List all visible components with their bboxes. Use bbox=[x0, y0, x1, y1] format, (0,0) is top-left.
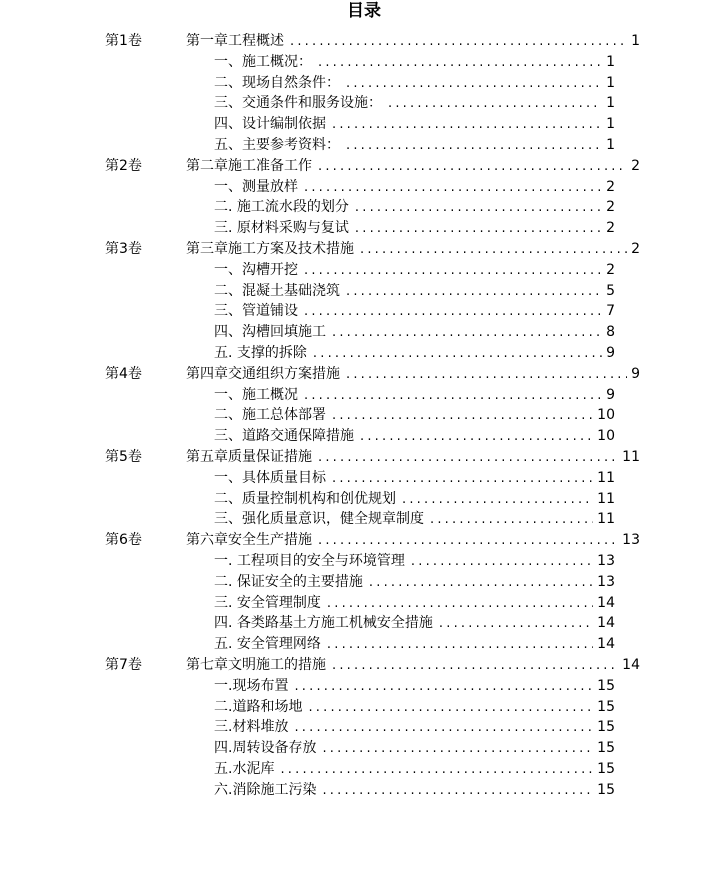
page-number: 15 bbox=[597, 760, 615, 777]
toc-chapter-entry[interactable] bbox=[186, 31, 640, 53]
dot-leader bbox=[280, 760, 593, 781]
section-title: 二、现场自然条件： bbox=[214, 74, 340, 91]
toc-section-entry[interactable] bbox=[214, 177, 615, 199]
toc-section-entry[interactable] bbox=[214, 489, 615, 511]
toc-section-entry[interactable] bbox=[214, 114, 615, 136]
toc-section-entry[interactable] bbox=[214, 322, 615, 344]
dot-leader bbox=[332, 406, 593, 427]
toc-row bbox=[0, 468, 728, 489]
toc-chapter-entry[interactable] bbox=[186, 447, 640, 469]
toc-section-entry[interactable] bbox=[214, 426, 615, 448]
page-number: 2 bbox=[631, 240, 640, 257]
section-title: 六.消除施工污染 bbox=[214, 781, 317, 798]
volume-label: 第3卷 bbox=[105, 240, 142, 257]
table-of-contents bbox=[0, 31, 728, 800]
section-title: 三. 原材料采购与复试 bbox=[214, 220, 349, 237]
section-title: 三、交通条件和服务设施： bbox=[214, 95, 382, 112]
section-title: 二. 保证安全的主要措施 bbox=[214, 573, 363, 590]
dot-leader bbox=[439, 614, 593, 635]
toc-row bbox=[0, 218, 728, 239]
toc-row bbox=[0, 447, 728, 468]
page-number: 15 bbox=[597, 781, 615, 798]
toc-section-entry[interactable] bbox=[214, 551, 615, 573]
section-title: 二.道路和场地 bbox=[214, 698, 303, 715]
page-number: 14 bbox=[622, 656, 640, 673]
toc-row bbox=[0, 93, 728, 114]
toc-row bbox=[0, 593, 728, 614]
toc-row bbox=[0, 697, 728, 718]
toc-section-entry[interactable] bbox=[214, 343, 615, 365]
dot-leader bbox=[355, 219, 602, 240]
chapter-title: 第二章施工准备工作 bbox=[186, 157, 312, 174]
dot-leader bbox=[332, 469, 593, 490]
dot-leader bbox=[346, 282, 602, 303]
dot-leader bbox=[360, 240, 627, 261]
toc-section-entry[interactable] bbox=[214, 593, 615, 615]
dot-leader bbox=[318, 157, 627, 178]
toc-row bbox=[0, 239, 728, 260]
toc-chapter-entry[interactable] bbox=[186, 655, 640, 677]
page-number: 1 bbox=[606, 95, 615, 112]
volume-label: 第6卷 bbox=[105, 532, 142, 549]
page-number: 1 bbox=[606, 136, 615, 153]
page-number: 5 bbox=[606, 282, 615, 299]
dot-leader bbox=[388, 94, 602, 115]
toc-section-entry[interactable] bbox=[214, 613, 615, 635]
page-number: 1 bbox=[606, 53, 615, 70]
page-number: 15 bbox=[597, 719, 615, 736]
dot-leader bbox=[360, 427, 593, 448]
toc-section-entry[interactable] bbox=[214, 197, 615, 219]
section-title: 二、施工总体部署 bbox=[214, 407, 326, 424]
toc-row bbox=[0, 738, 728, 759]
page-number: 15 bbox=[597, 698, 615, 715]
toc-section-entry[interactable] bbox=[214, 135, 615, 157]
toc-row bbox=[0, 301, 728, 322]
chapter-title: 第三章施工方案及技术措施 bbox=[186, 240, 354, 257]
toc-row bbox=[0, 385, 728, 406]
chapter-title: 第一章工程概述 bbox=[186, 33, 284, 49]
dot-leader bbox=[304, 261, 602, 282]
toc-row bbox=[0, 551, 728, 572]
dot-leader bbox=[322, 781, 593, 802]
section-title: 四、沟槽回填施工 bbox=[214, 324, 326, 341]
page-number: 2 bbox=[606, 199, 615, 216]
dot-leader bbox=[346, 74, 602, 95]
toc-section-entry[interactable] bbox=[214, 780, 615, 802]
dot-leader bbox=[304, 386, 602, 407]
dot-leader bbox=[346, 136, 602, 157]
section-title: 一、施工概况 bbox=[214, 386, 298, 403]
page-number: 2 bbox=[606, 178, 615, 195]
toc-chapter-entry[interactable] bbox=[186, 239, 640, 261]
toc-section-entry[interactable] bbox=[214, 260, 615, 282]
section-title: 五. 安全管理网络 bbox=[214, 636, 321, 653]
volume-label: 第7卷 bbox=[105, 656, 142, 673]
section-title: 四、设计编制依据 bbox=[214, 116, 326, 133]
toc-row bbox=[0, 177, 728, 198]
chapter-title: 第五章质量保证措施 bbox=[186, 448, 312, 465]
toc-row bbox=[0, 52, 728, 73]
toc-row bbox=[0, 322, 728, 343]
toc-row bbox=[0, 31, 728, 52]
toc-section-entry[interactable] bbox=[214, 218, 615, 240]
page-number: 10 bbox=[597, 407, 615, 424]
volume-label: 第4卷 bbox=[105, 365, 142, 382]
toc-row bbox=[0, 281, 728, 302]
volume-label: 第5卷 bbox=[105, 448, 142, 465]
toc-row bbox=[0, 260, 728, 281]
chapter-title: 第四章交通组织方案措施 bbox=[186, 365, 340, 382]
dot-leader bbox=[355, 198, 602, 219]
dot-leader bbox=[327, 594, 593, 615]
page-number: 14 bbox=[597, 636, 615, 653]
page-number: 2 bbox=[606, 261, 615, 278]
dot-leader bbox=[318, 448, 618, 469]
toc-row bbox=[0, 73, 728, 94]
toc-section-entry[interactable] bbox=[214, 634, 615, 656]
page-title: 目录 bbox=[347, 1, 381, 21]
dot-leader bbox=[327, 635, 593, 656]
section-title: 一. 工程项目的安全与环境管理 bbox=[214, 552, 405, 569]
chapter-title: 第六章安全生产措施 bbox=[186, 532, 312, 549]
dot-leader bbox=[318, 53, 602, 74]
toc-row bbox=[0, 135, 728, 156]
section-title: 一、沟槽开挖 bbox=[214, 261, 298, 278]
toc-row bbox=[0, 364, 728, 385]
dot-leader bbox=[308, 698, 593, 719]
section-title: 三、道路交通保障措施 bbox=[214, 428, 354, 445]
section-title: 五. 支撑的拆除 bbox=[214, 344, 307, 361]
dot-leader bbox=[411, 552, 593, 573]
section-title: 二、混凝土基础浇筑 bbox=[214, 282, 340, 299]
section-title: 一、具体质量目标 bbox=[214, 469, 326, 486]
page-number: 11 bbox=[597, 490, 615, 507]
section-title: 五、主要参考资料： bbox=[214, 136, 340, 153]
volume-label: 第2卷 bbox=[105, 157, 142, 174]
toc-row bbox=[0, 613, 728, 634]
page-number: 8 bbox=[606, 324, 615, 341]
volume-label: 第1卷 bbox=[105, 33, 142, 49]
chapter-title: 第七章文明施工的措施 bbox=[186, 656, 326, 673]
section-title: 一、施工概况： bbox=[214, 53, 312, 70]
dot-leader bbox=[430, 510, 593, 531]
section-title: 一.现场布置 bbox=[214, 677, 289, 694]
dot-leader bbox=[290, 32, 627, 53]
dot-leader bbox=[322, 739, 593, 760]
dot-leader bbox=[332, 656, 618, 677]
section-title: 二. 施工流水段的划分 bbox=[214, 199, 349, 216]
toc-row bbox=[0, 530, 728, 551]
dot-leader bbox=[294, 718, 593, 739]
toc-row bbox=[0, 156, 728, 177]
section-title: 三、强化质量意识，健全规章制度 bbox=[214, 511, 424, 528]
toc-row bbox=[0, 489, 728, 510]
toc-section-entry[interactable] bbox=[214, 697, 615, 719]
page-number: 14 bbox=[597, 615, 615, 632]
toc-row bbox=[0, 676, 728, 697]
toc-row bbox=[0, 343, 728, 364]
toc-row bbox=[0, 655, 728, 676]
toc-row bbox=[0, 114, 728, 135]
dot-leader bbox=[332, 323, 602, 344]
page-number: 13 bbox=[622, 532, 640, 549]
toc-section-entry[interactable] bbox=[214, 759, 615, 781]
toc-row bbox=[0, 634, 728, 655]
page-number: 13 bbox=[597, 552, 615, 569]
toc-row bbox=[0, 780, 728, 801]
page-number: 2 bbox=[631, 157, 640, 174]
dot-leader bbox=[304, 302, 602, 323]
page-number: 10 bbox=[597, 428, 615, 445]
section-title: 四. 各类路基土方施工机械安全措施 bbox=[214, 615, 433, 632]
toc-row bbox=[0, 426, 728, 447]
toc-row bbox=[0, 197, 728, 218]
page-number: 11 bbox=[597, 511, 615, 528]
toc-section-entry[interactable] bbox=[214, 738, 615, 760]
toc-row bbox=[0, 572, 728, 593]
page-number: 11 bbox=[622, 448, 640, 465]
dot-leader bbox=[294, 677, 593, 698]
section-title: 四.周转设备存放 bbox=[214, 740, 317, 757]
dot-leader bbox=[318, 531, 618, 552]
dot-leader bbox=[369, 573, 593, 594]
page-number: 1 bbox=[631, 33, 640, 49]
page-number: 9 bbox=[631, 365, 640, 382]
toc-section-entry[interactable] bbox=[214, 301, 615, 323]
toc-section-entry[interactable] bbox=[214, 385, 615, 407]
toc-row bbox=[0, 717, 728, 738]
page-number: 15 bbox=[597, 740, 615, 757]
dot-leader bbox=[332, 115, 602, 136]
toc-chapter-entry[interactable] bbox=[186, 364, 640, 386]
toc-section-entry[interactable] bbox=[214, 52, 615, 74]
page-number: 7 bbox=[606, 303, 615, 320]
toc-section-entry[interactable] bbox=[214, 717, 615, 739]
section-title: 三.材料堆放 bbox=[214, 719, 289, 736]
page-number: 9 bbox=[606, 386, 615, 403]
toc-section-entry[interactable] bbox=[214, 468, 615, 490]
page-number: 15 bbox=[597, 677, 615, 694]
toc-section-entry[interactable] bbox=[214, 73, 615, 95]
section-title: 二、质量控制机构和创优规划 bbox=[214, 490, 396, 507]
section-title: 五.水泥库 bbox=[214, 760, 275, 777]
toc-chapter-entry[interactable] bbox=[186, 156, 640, 178]
toc-section-entry[interactable] bbox=[214, 509, 615, 531]
page-number: 11 bbox=[597, 469, 615, 486]
page-number: 2 bbox=[606, 220, 615, 237]
toc-section-entry[interactable] bbox=[214, 93, 615, 115]
page-number: 13 bbox=[597, 573, 615, 590]
toc-row bbox=[0, 759, 728, 780]
toc-section-entry[interactable] bbox=[214, 281, 615, 303]
section-title: 三. 安全管理制度 bbox=[214, 594, 321, 611]
toc-section-entry[interactable] bbox=[214, 676, 615, 698]
toc-section-entry[interactable] bbox=[214, 572, 615, 594]
dot-leader bbox=[313, 344, 602, 365]
toc-row bbox=[0, 405, 728, 426]
page-number: 1 bbox=[606, 116, 615, 133]
page-number: 14 bbox=[597, 594, 615, 611]
dot-leader bbox=[346, 365, 627, 386]
toc-section-entry[interactable] bbox=[214, 405, 615, 427]
section-title: 一、测量放样 bbox=[214, 178, 298, 195]
page-number: 1 bbox=[606, 74, 615, 91]
section-title: 三、管道铺设 bbox=[214, 303, 298, 320]
page-number: 9 bbox=[606, 344, 615, 361]
toc-row bbox=[0, 509, 728, 530]
toc-chapter-entry[interactable] bbox=[186, 530, 640, 552]
dot-leader bbox=[402, 490, 593, 511]
dot-leader bbox=[304, 178, 602, 199]
